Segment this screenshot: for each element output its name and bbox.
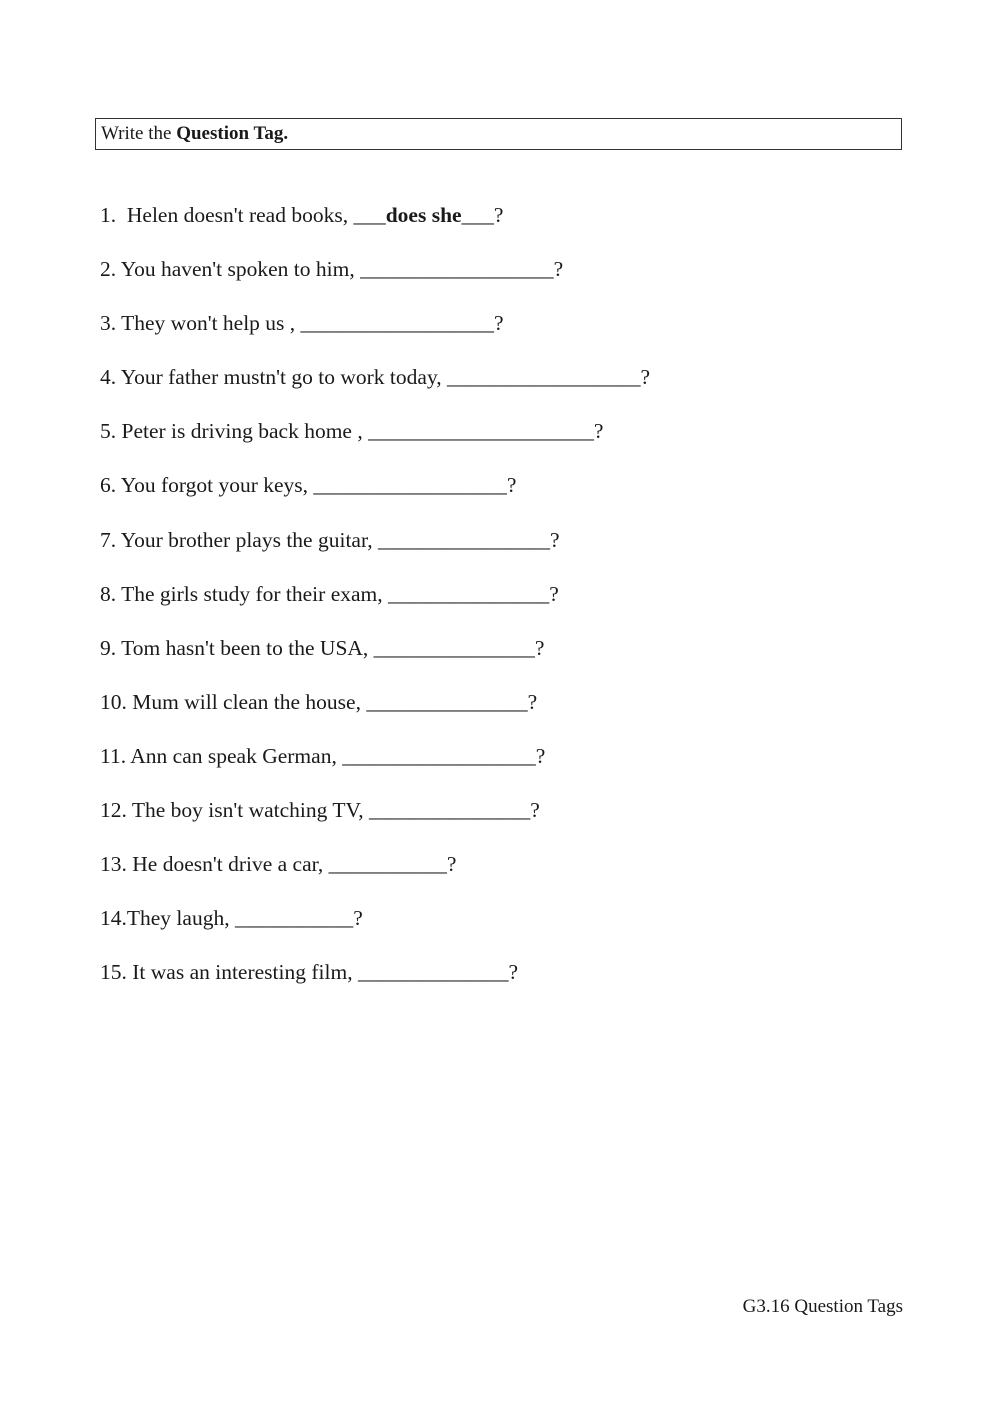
instruction-prefix: Write the: [101, 123, 177, 144]
question-15: [100, 955, 650, 1009]
question-14: [100, 901, 650, 955]
question-6: [100, 468, 650, 522]
question-14-text: 14.They laugh, ___________?: [100, 906, 363, 931]
question-15-text: 15. It was an interesting film, ______________?: [100, 960, 518, 985]
footer-label: G3.16 Question Tags: [742, 1296, 903, 1317]
question-9: [100, 631, 650, 685]
question-list: [100, 198, 650, 1009]
question-4-text: 4. Your father mustn't go to work today, __________________?: [100, 365, 651, 390]
question-1: [100, 198, 650, 252]
instruction-bold: Question Tag.: [176, 123, 289, 144]
question-12: [100, 793, 650, 847]
question-5-text: 5. Peter is driving back home , _____________________?: [100, 419, 604, 444]
question-6-text: 6. You forgot your keys, __________________?: [100, 473, 517, 498]
question-10-text: 10. Mum will clean the house, _______________?: [100, 689, 538, 714]
question-8-text: 8. The girls study for their exam, _______________?: [100, 581, 559, 606]
question-1-end: ___?: [461, 203, 504, 227]
question-4: [100, 360, 650, 414]
question-2: [100, 252, 650, 306]
question-2-text: 2. You haven't spoken to him, __________________?: [100, 257, 564, 282]
question-1-text: 1. Helen doesn't read books, ___: [100, 203, 386, 227]
question-3-text: 3. They won't help us , __________________?: [100, 311, 504, 336]
question-11-text: 11. Ann can speak German, __________________?: [100, 743, 546, 768]
instruction-box: [95, 118, 902, 150]
question-8: [100, 577, 650, 631]
question-10: [100, 685, 650, 739]
question-13: [100, 847, 650, 901]
question-11: [100, 739, 650, 793]
question-1-answer: does she: [385, 203, 462, 227]
question-5: [100, 414, 650, 468]
question-12-text: 12. The boy isn't watching TV, _______________?: [100, 798, 540, 823]
question-7: [100, 523, 650, 577]
question-7-text: 7. Your brother plays the guitar, ________________?: [100, 527, 560, 552]
question-13-text: 13. He doesn't drive a car, ___________?: [100, 852, 457, 877]
question-3: [100, 306, 650, 360]
question-9-text: 9. Tom hasn't been to the USA, _______________?: [100, 635, 545, 660]
